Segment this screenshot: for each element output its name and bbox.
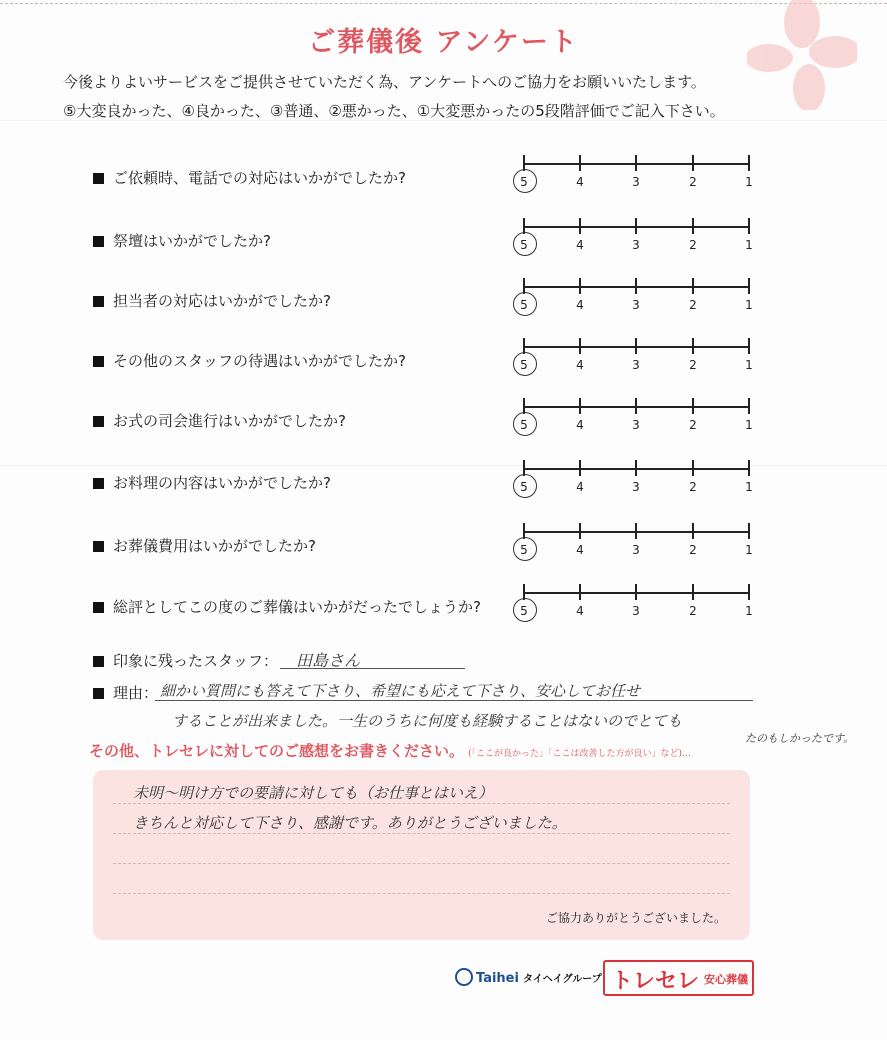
reason-label: 理由： [113, 684, 159, 702]
comment-ruled-line [113, 893, 730, 894]
selected-rating-circle [513, 474, 537, 498]
rating-scale [515, 278, 755, 318]
taihei-group-label: タイヘイグループ [522, 974, 602, 985]
scale-number: 2 [689, 175, 697, 189]
scale-number: 5 [520, 175, 528, 189]
scale-number: 2 [689, 604, 697, 618]
reason-line-3: たのもしかったです。 [745, 732, 855, 745]
scale-number: 1 [745, 238, 753, 252]
scale-number: 4 [576, 298, 584, 312]
selected-rating-circle [513, 352, 537, 376]
question-text: 総評としてこの度のご葬儀はいかがだったでしょうか? [113, 598, 481, 616]
question-7 [93, 535, 316, 556]
scale-number: 4 [576, 358, 584, 372]
staff-value: 田島さん [296, 651, 361, 670]
reason-row [93, 682, 158, 703]
intro-line-2: ⑤大変良かった、④良かった、③普通、②悪かった、①大変悪かったの5段階評価でご記入下さい。 [63, 102, 725, 120]
scale-number: 3 [632, 418, 640, 432]
scale-tick [748, 278, 750, 294]
scale-tick [692, 155, 694, 171]
scale-number: 3 [632, 480, 640, 494]
scale-number: 2 [689, 480, 697, 494]
scale-tick [635, 338, 637, 354]
scale-tick [635, 523, 637, 539]
scale-number: 2 [689, 418, 697, 432]
scale-number: 5 [520, 418, 528, 432]
question-5 [93, 410, 346, 431]
scale-number: 3 [632, 604, 640, 618]
question-text: お料理の内容はいかがでしたか? [113, 474, 331, 492]
scale-tick [692, 523, 694, 539]
scale-number: 1 [745, 604, 753, 618]
selected-rating-circle [513, 169, 537, 193]
scale-tick [748, 338, 750, 354]
question-1 [93, 167, 406, 188]
scale-number: 2 [689, 543, 697, 557]
scale-number: 5 [520, 298, 528, 312]
scale-tick [748, 218, 750, 234]
scale-tick [579, 218, 581, 234]
question-text: 祭壇はいかがでしたか? [113, 232, 271, 250]
comment-box [93, 770, 750, 940]
intro-line-1: 今後よりよいサービスをご提供させていただく為、アンケートへのご協力をお願いいたします。 [63, 73, 706, 91]
scale-number: 1 [745, 480, 753, 494]
page-title: ご葬儀後 アンケート [308, 27, 579, 58]
bullet-square-icon [93, 416, 104, 427]
comment-line-1: 未明～明け方での要請に対しても（お仕事とはいえ） [133, 784, 494, 802]
scale-number: 4 [576, 604, 584, 618]
scale-tick [692, 218, 694, 234]
staff-row [93, 650, 278, 671]
bullet-square-icon [93, 173, 104, 184]
scale-number: 5 [520, 604, 528, 618]
scale-number: 4 [576, 543, 584, 557]
scale-tick [635, 278, 637, 294]
scale-number: 1 [745, 175, 753, 189]
scale-number: 1 [745, 298, 753, 312]
brand-name: トレセレ [611, 969, 700, 994]
scale-number: 4 [576, 238, 584, 252]
selected-rating-circle [513, 292, 537, 316]
scale-tick [579, 398, 581, 414]
question-6 [93, 472, 331, 493]
question-text: お式の司会進行はいかがでしたか? [113, 412, 346, 430]
scale-number: 2 [689, 298, 697, 312]
comment-ruled-line [113, 833, 730, 834]
scale-tick [692, 278, 694, 294]
scale-number: 4 [576, 480, 584, 494]
scale-number: 1 [745, 543, 753, 557]
scale-number: 3 [632, 238, 640, 252]
scale-tick [692, 398, 694, 414]
scale-number: 5 [520, 543, 528, 557]
question-text: ご依頼時、電話での対応はいかがでしたか? [113, 169, 406, 187]
question-3 [93, 290, 331, 311]
scale-tick [748, 523, 750, 539]
scale-tick [579, 584, 581, 600]
bullet-square-icon [93, 478, 104, 489]
scale-number: 4 [576, 175, 584, 189]
selected-rating-circle [513, 537, 537, 561]
other-comments-heading [89, 740, 691, 761]
scale-number: 3 [632, 175, 640, 189]
scale-number: 1 [745, 418, 753, 432]
treserre-logo [603, 960, 754, 996]
scale-tick [635, 155, 637, 171]
selected-rating-circle [513, 598, 537, 622]
footer-logos [455, 958, 755, 998]
scale-tick [579, 155, 581, 171]
question-text: お葬儀費用はいかがでしたか? [113, 537, 316, 555]
rating-scale [515, 460, 755, 500]
bullet-square-icon [93, 656, 104, 667]
scale-tick [579, 278, 581, 294]
scale-tick [635, 584, 637, 600]
scale-number: 5 [520, 238, 528, 252]
question-text: その他のスタッフの待遇はいかがでしたか? [113, 352, 406, 370]
scale-tick [635, 460, 637, 476]
rating-scale [515, 398, 755, 438]
staff-label: 印象に残ったスタッフ： [113, 652, 279, 670]
scale-tick [579, 523, 581, 539]
scale-tick [579, 460, 581, 476]
scale-number: 5 [520, 480, 528, 494]
scale-tick [692, 338, 694, 354]
taihei-logo: Taihei タイヘイグループ [455, 968, 602, 986]
brand-subtitle: 安心葬儀 [704, 973, 748, 986]
selected-rating-circle [513, 412, 537, 436]
scale-tick [748, 584, 750, 600]
scale-tick [748, 155, 750, 171]
taihei-logo-icon [455, 968, 473, 986]
question-text: 担当者の対応はいかがでしたか? [113, 292, 331, 310]
rating-scale [515, 584, 755, 624]
reason-line-2: することが出来ました。一生のうちに何度も経験することはないのでとても [172, 712, 683, 730]
bullet-square-icon [93, 356, 104, 367]
scale-number: 3 [632, 358, 640, 372]
rating-scale [515, 155, 755, 195]
scale-tick [579, 338, 581, 354]
bullet-square-icon [93, 236, 104, 247]
scale-tick [692, 460, 694, 476]
question-4 [93, 350, 406, 371]
scale-number: 2 [689, 238, 697, 252]
bullet-square-icon [93, 296, 104, 307]
question-8 [93, 596, 481, 617]
selected-rating-circle [513, 232, 537, 256]
comment-line-2: きちんと対応して下さり、感謝です。ありがとうございました。 [133, 814, 567, 832]
scale-tick [748, 398, 750, 414]
rating-scale [515, 338, 755, 378]
comment-ruled-line [113, 803, 730, 804]
scale-tick [635, 398, 637, 414]
scale-number: 4 [576, 418, 584, 432]
bullet-square-icon [93, 541, 104, 552]
scale-tick [748, 460, 750, 476]
bullet-square-icon [93, 688, 104, 699]
reason-line-1: 細かい質問にも答えて下さり、希望にも応えて下さり、安心してお任せ [160, 682, 641, 700]
scale-number: 5 [520, 358, 528, 372]
other-label: その他、トレセレに対してのご感想をお書きください。 [89, 742, 465, 760]
thanks-text: ご協力ありがとうございました。 [545, 911, 726, 925]
scale-number: 1 [745, 358, 753, 372]
scale-number: 2 [689, 358, 697, 372]
bullet-square-icon [93, 602, 104, 613]
rating-scale [515, 523, 755, 563]
other-hint: (「ここが良かった」「ここは改善した方が良い」など)… [468, 749, 692, 759]
scale-number: 3 [632, 543, 640, 557]
question-2 [93, 230, 271, 251]
comment-ruled-line [113, 863, 730, 864]
scale-tick [635, 218, 637, 234]
reason-underline-1 [155, 700, 753, 701]
staff-underline [280, 668, 465, 669]
scale-tick [692, 584, 694, 600]
scale-number: 3 [632, 298, 640, 312]
rating-scale [515, 218, 755, 258]
